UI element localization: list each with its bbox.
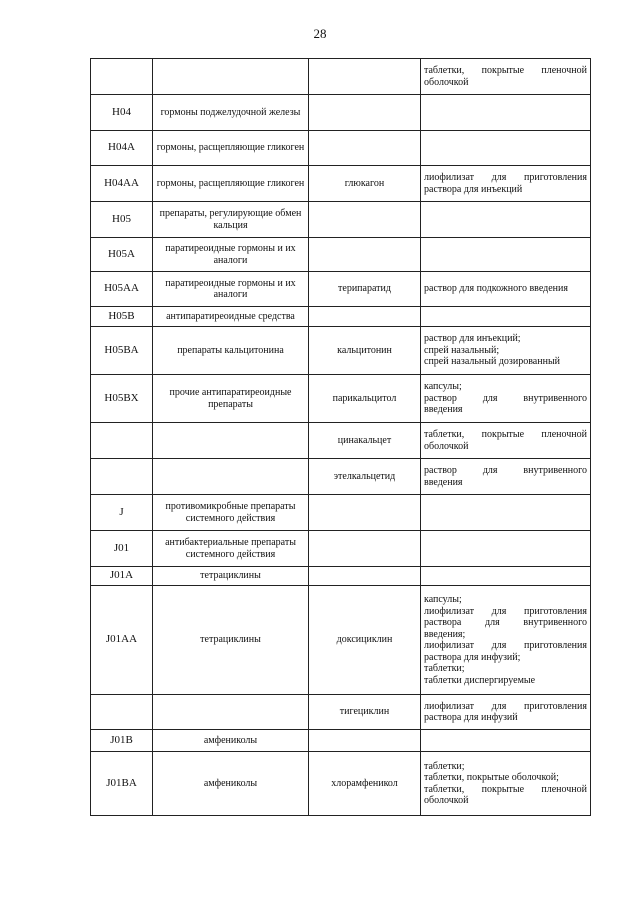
table-row [91, 531, 591, 567]
table-row [91, 95, 591, 131]
dosage-form-cell [421, 567, 591, 586]
dosage-form-cell [421, 752, 591, 816]
group-name-cell: прочие антипаратиреоидные препараты [153, 375, 309, 423]
drug-name-cell: тигециклин [309, 695, 421, 730]
drug-name-cell: доксициклин [309, 586, 421, 695]
dosage-form-line: раствор для подкожного введения [424, 283, 568, 295]
atc-code-cell: H05B [91, 307, 153, 327]
atc-code-cell: H05 [91, 202, 153, 238]
table-row [91, 730, 591, 752]
dosage-form-cell [421, 202, 591, 238]
atc-code-cell [91, 423, 153, 459]
dosage-form-cell [421, 166, 591, 202]
table-row [91, 567, 591, 586]
drug-name-cell [309, 95, 421, 131]
drug-name-cell: хлорамфеникол [309, 752, 421, 816]
atc-code-cell: J01 [91, 531, 153, 567]
drug-name-cell: этелкальцетид [309, 459, 421, 495]
dosage-form-line: оболочкой [424, 440, 469, 452]
dosage-form-line: спрей назальный дозированный [424, 356, 561, 368]
dosage-form-line: таблетки, покрытые пленочной [424, 429, 587, 440]
atc-code-cell: H05A [91, 238, 153, 272]
dosage-form-line: оболочкой [424, 795, 469, 806]
group-name-cell: антибактериальные препараты системного действия [153, 531, 309, 567]
group-name-cell: тетрациклины [153, 567, 309, 586]
table-row [91, 495, 591, 531]
atc-code-cell: H04AA [91, 166, 153, 202]
group-name-cell: препараты, регулирующие обмен кальция [153, 202, 309, 238]
atc-code-cell: H05BA [91, 327, 153, 375]
dosage-form-cell [421, 95, 591, 131]
drug-name-cell: кальцитонин [309, 327, 421, 375]
group-name-cell [153, 695, 309, 730]
atc-code-cell: H04 [91, 95, 153, 131]
dosage-form-cell [421, 307, 591, 327]
drug-name-cell: парикальцитол [309, 375, 421, 423]
drug-name-cell [309, 238, 421, 272]
dosage-form-line: лиофилизат для приготовления [424, 700, 587, 712]
group-name-cell: амфениколы [153, 730, 309, 752]
group-name-cell: противомикробные препараты системного действия [153, 495, 309, 531]
table-row [91, 423, 591, 459]
dosage-form-line: раствор для внутривенного [424, 392, 587, 404]
group-name-cell: паратиреоидные гормоны и их аналоги [153, 238, 309, 272]
dosage-form-line: таблетки, покрытые пленочной [424, 65, 587, 76]
table-row [91, 586, 591, 695]
group-name-cell: гормоны поджелудочной железы [153, 95, 309, 131]
atc-code-cell [91, 59, 153, 95]
group-name-cell [153, 459, 309, 495]
table-row [91, 695, 591, 730]
drug-name-cell [309, 531, 421, 567]
table-row [91, 131, 591, 166]
table-row [91, 59, 591, 95]
dosage-form-line: лиофилизат для приготовления [424, 640, 587, 651]
dosage-form-cell [421, 730, 591, 752]
group-name-cell: паратиреоидные гормоны и их аналоги [153, 272, 309, 307]
dosage-form-line: раствора для инфузий [424, 712, 518, 723]
drug-name-cell [309, 131, 421, 166]
atc-code-cell: J01B [91, 730, 153, 752]
atc-code-cell: J [91, 495, 153, 531]
dosage-form-cell [421, 495, 591, 531]
dosage-form-line: таблетки; [424, 663, 465, 674]
dosage-form-line: раствора для инъекций [424, 183, 523, 195]
group-name-cell: амфениколы [153, 752, 309, 816]
dosage-form-line: капсулы; [424, 594, 462, 605]
dosage-form-line: капсулы; [424, 381, 462, 393]
drug-table [90, 58, 591, 816]
group-name-cell: тетрациклины [153, 586, 309, 695]
drug-name-cell [309, 730, 421, 752]
table-row [91, 459, 591, 495]
table-row [91, 272, 591, 307]
atc-code-cell [91, 459, 153, 495]
group-name-cell [153, 59, 309, 95]
dosage-form-cell [421, 459, 591, 495]
drug-name-cell: терипаратид [309, 272, 421, 307]
drug-name-cell [309, 307, 421, 327]
dosage-form-line: лиофилизат для приготовления [424, 605, 587, 617]
table-row [91, 238, 591, 272]
dosage-form-line: спрей назальный; [424, 344, 500, 356]
dosage-form-line: введения [424, 476, 463, 488]
dosage-form-cell [421, 586, 591, 695]
drug-name-cell [309, 567, 421, 586]
dosage-form-line: введения; [424, 628, 466, 640]
dosage-form-line: раствор для инъекций; [424, 333, 521, 345]
table-row [91, 752, 591, 816]
dosage-form-line: оболочкой [424, 76, 469, 88]
table-row [91, 375, 591, 423]
dosage-form-cell [421, 695, 591, 730]
group-name-cell: препараты кальцитонина [153, 327, 309, 375]
atc-code-cell: H04A [91, 131, 153, 166]
dosage-form-line: таблетки диспергируемые [424, 674, 536, 686]
table-row [91, 202, 591, 238]
dosage-form-line: введения [424, 404, 463, 416]
table-row [91, 307, 591, 327]
dosage-form-line: таблетки, покрытые пленочной [424, 783, 587, 795]
group-name-cell: гормоны, расщепляющие гликоген [153, 131, 309, 166]
dosage-form-line: лиофилизат для приготовления [424, 172, 587, 183]
dosage-form-line: таблетки; [424, 760, 465, 772]
table-row [91, 166, 591, 202]
dosage-form-cell [421, 131, 591, 166]
atc-code-cell: J01A [91, 567, 153, 586]
group-name-cell: антипаратиреоидные средства [153, 307, 309, 327]
dosage-form-line: раствора для инфузий; [424, 651, 521, 663]
drug-name-cell [309, 495, 421, 531]
drug-name-cell [309, 202, 421, 238]
dosage-form-cell [421, 423, 591, 459]
atc-code-cell [91, 695, 153, 730]
dosage-form-line: раствор для внутривенного [424, 465, 587, 476]
dosage-form-cell [421, 59, 591, 95]
dosage-form-line: таблетки, покрытые оболочкой; [424, 772, 559, 783]
dosage-form-line: раствора для внутривенного [424, 617, 587, 628]
dosage-form-cell [421, 531, 591, 567]
atc-code-cell: J01BA [91, 752, 153, 816]
drug-name-cell: цинакальцет [309, 423, 421, 459]
page-number: 28 [313, 26, 327, 41]
table-row [91, 327, 591, 375]
dosage-form-cell [421, 238, 591, 272]
drug-name-cell: глюкагон [309, 166, 421, 202]
group-name-cell: гормоны, расщепляющие гликоген [153, 166, 309, 202]
atc-code-cell: H05AA [91, 272, 153, 307]
atc-code-cell: J01AA [91, 586, 153, 695]
atc-code-cell: H05BX [91, 375, 153, 423]
dosage-form-cell [421, 375, 591, 423]
group-name-cell [153, 423, 309, 459]
dosage-form-cell [421, 272, 591, 307]
dosage-form-cell [421, 327, 591, 375]
drug-name-cell [309, 59, 421, 95]
